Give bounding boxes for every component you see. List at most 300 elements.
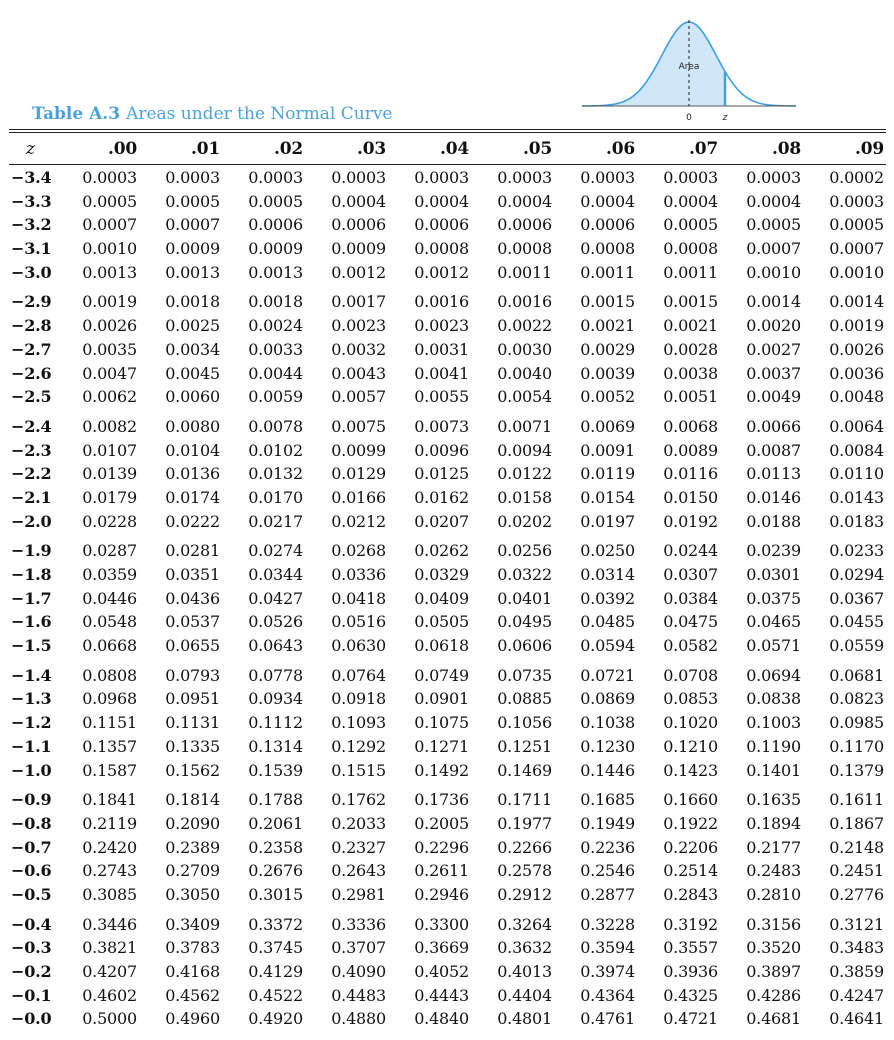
area-value: 0.0951 bbox=[165, 689, 220, 709]
area-value: 0.2843 bbox=[663, 884, 718, 904]
area-value: 0.1190 bbox=[746, 736, 801, 756]
z-value: −1.4 bbox=[11, 665, 52, 685]
z-value: −1.5 bbox=[11, 636, 52, 656]
area-value: 0.0003 bbox=[497, 168, 552, 187]
area-value: 0.0007 bbox=[746, 239, 801, 259]
top-rule-inner bbox=[9, 132, 886, 133]
area-value: 0.0010 bbox=[829, 262, 884, 282]
z-value: −0.5 bbox=[11, 884, 52, 904]
area-value: 0.0008 bbox=[497, 239, 552, 259]
area-value: 0.0154 bbox=[580, 487, 635, 507]
area-value: 0.1230 bbox=[580, 736, 635, 756]
area-value: 0.0006 bbox=[497, 215, 552, 235]
area-value: 0.3085 bbox=[82, 884, 137, 904]
area-value: 0.0003 bbox=[331, 168, 386, 187]
area-value: 0.0655 bbox=[165, 636, 220, 656]
area-value: 0.1788 bbox=[248, 790, 303, 810]
area-value: 0.0020 bbox=[746, 316, 801, 336]
area-value: 0.0016 bbox=[414, 292, 469, 312]
area-value: 0.1587 bbox=[82, 760, 137, 780]
area-value: 0.0014 bbox=[829, 292, 884, 312]
area-value: 0.1020 bbox=[663, 713, 718, 733]
area-value: 0.0418 bbox=[331, 588, 386, 608]
table-row bbox=[0, 190, 894, 214]
area-value: 0.0047 bbox=[82, 363, 137, 383]
area-value: 0.4761 bbox=[580, 1009, 635, 1029]
area-value: 0.2033 bbox=[331, 813, 386, 833]
column-header: .02 bbox=[274, 139, 303, 159]
area-value: 0.3557 bbox=[663, 938, 718, 958]
area-value: 0.0228 bbox=[82, 511, 137, 531]
area-value: 0.1894 bbox=[746, 813, 801, 833]
area-value: 0.0069 bbox=[580, 416, 635, 436]
area-value: 0.3192 bbox=[663, 914, 718, 934]
area-value: 0.0052 bbox=[580, 387, 635, 407]
area-value: 0.0032 bbox=[331, 339, 386, 359]
area-value: 0.0089 bbox=[663, 440, 718, 460]
area-value: 0.0197 bbox=[580, 511, 635, 531]
area-value: 0.4325 bbox=[663, 985, 718, 1005]
area-value: 0.0351 bbox=[165, 565, 220, 584]
area-value: 0.0721 bbox=[580, 665, 635, 685]
area-value: 0.0344 bbox=[248, 565, 303, 584]
area-value: 0.3264 bbox=[497, 914, 552, 934]
area-value: 0.2912 bbox=[497, 884, 552, 904]
area-value: 0.0113 bbox=[746, 464, 801, 484]
area-value: 0.0080 bbox=[165, 416, 220, 436]
area-value: 0.1112 bbox=[248, 713, 303, 733]
table-row bbox=[0, 261, 894, 285]
z-value: −0.3 bbox=[11, 938, 52, 958]
area-value: 0.0217 bbox=[248, 511, 303, 531]
area-value: 0.0367 bbox=[829, 588, 884, 608]
area-value: 0.0485 bbox=[580, 612, 635, 632]
z-value: −3.0 bbox=[11, 262, 52, 282]
area-value: 0.0023 bbox=[331, 316, 386, 336]
area-value: 0.0003 bbox=[580, 168, 635, 187]
area-value: 0.1562 bbox=[165, 760, 220, 780]
area-value: 0.0735 bbox=[497, 665, 552, 685]
area-value: 0.0526 bbox=[248, 612, 303, 632]
area-value: 0.0823 bbox=[829, 689, 884, 709]
area-value: 0.0003 bbox=[829, 191, 884, 211]
area-value: 0.3300 bbox=[414, 914, 469, 934]
area-value: 0.0003 bbox=[414, 168, 469, 187]
area-value: 0.2420 bbox=[82, 837, 137, 857]
caption-text: Areas under the Normal Curve bbox=[126, 104, 393, 124]
area-value: 0.0475 bbox=[663, 612, 718, 632]
z-value: −0.6 bbox=[11, 861, 52, 881]
area-value: 0.3015 bbox=[248, 884, 303, 904]
area-value: 0.2709 bbox=[165, 861, 220, 881]
area-value: 0.3594 bbox=[580, 938, 635, 958]
area-value: 0.0003 bbox=[663, 168, 718, 187]
area-value: 0.1660 bbox=[663, 790, 718, 810]
area-value: 0.0150 bbox=[663, 487, 718, 507]
area-value: 0.0537 bbox=[165, 612, 220, 632]
area-value: 0.1685 bbox=[580, 790, 635, 810]
area-value: 0.4641 bbox=[829, 1009, 884, 1029]
area-value: 0.1867 bbox=[829, 813, 884, 833]
area-value: 0.3783 bbox=[165, 938, 220, 958]
table-row bbox=[0, 314, 894, 338]
area-value: 0.0143 bbox=[829, 487, 884, 507]
area-value: 0.2810 bbox=[746, 884, 801, 904]
area-value: 0.4721 bbox=[663, 1009, 718, 1029]
table-row bbox=[0, 510, 894, 534]
area-value: 0.0274 bbox=[248, 541, 303, 561]
area-value: 0.2676 bbox=[248, 861, 303, 881]
area-value: 0.0054 bbox=[497, 387, 552, 407]
area-value: 0.0068 bbox=[663, 416, 718, 436]
area-value: 0.1131 bbox=[165, 713, 220, 733]
area-value: 0.0015 bbox=[580, 292, 635, 312]
z-value: −1.6 bbox=[11, 612, 52, 632]
table-row bbox=[0, 213, 894, 237]
table-row bbox=[0, 711, 894, 735]
column-header: .09 bbox=[855, 139, 884, 159]
z-value: −0.2 bbox=[11, 962, 52, 981]
area-value: 0.1922 bbox=[663, 813, 718, 833]
area-value: 0.0016 bbox=[497, 292, 552, 312]
area-value: 0.0034 bbox=[165, 339, 220, 359]
column-header: .03 bbox=[357, 139, 386, 159]
area-value: 0.1949 bbox=[580, 813, 635, 833]
area-value: 0.0041 bbox=[414, 363, 469, 383]
area-value: 0.0778 bbox=[248, 665, 303, 685]
area-value: 0.0244 bbox=[663, 541, 718, 561]
area-value: 0.1314 bbox=[248, 736, 303, 756]
area-value: 0.0003 bbox=[82, 168, 137, 187]
area-value: 0.2743 bbox=[82, 861, 137, 881]
area-value: 0.1635 bbox=[746, 790, 801, 810]
area-value: 0.0008 bbox=[663, 239, 718, 259]
area-value: 0.0004 bbox=[580, 191, 635, 211]
area-value: 0.0436 bbox=[165, 588, 220, 608]
area-value: 0.0005 bbox=[82, 191, 137, 211]
area-value: 0.4483 bbox=[331, 985, 386, 1005]
area-value: 0.0668 bbox=[82, 636, 137, 656]
z-value: −2.9 bbox=[11, 292, 52, 312]
area-value: 0.3974 bbox=[580, 962, 635, 981]
area-value: 0.0078 bbox=[248, 416, 303, 436]
area-value: 0.0233 bbox=[829, 541, 884, 561]
z-value: −0.7 bbox=[11, 837, 52, 857]
area-value: 0.3707 bbox=[331, 938, 386, 958]
table-row bbox=[0, 587, 894, 611]
area-value: 0.2389 bbox=[165, 837, 220, 857]
area-value: 0.1423 bbox=[663, 760, 718, 780]
z-value: −2.0 bbox=[11, 511, 52, 531]
area-value: 0.1251 bbox=[497, 736, 552, 756]
table-row bbox=[0, 338, 894, 362]
z-value: −1.7 bbox=[11, 588, 52, 608]
z-value: −2.8 bbox=[11, 316, 52, 336]
area-value: 0.0039 bbox=[580, 363, 635, 383]
area-value: 0.0392 bbox=[580, 588, 635, 608]
table-row bbox=[0, 634, 894, 658]
area-value: 0.0793 bbox=[165, 665, 220, 685]
area-value: 0.0256 bbox=[497, 541, 552, 561]
area-value: 0.4207 bbox=[82, 962, 137, 981]
z-value: −1.2 bbox=[11, 713, 52, 733]
area-value: 0.0012 bbox=[331, 262, 386, 282]
table-row bbox=[0, 687, 894, 711]
area-value: 0.3897 bbox=[746, 962, 801, 981]
area-value: 0.0764 bbox=[331, 665, 386, 685]
area-value: 0.0268 bbox=[331, 541, 386, 561]
area-value: 0.0004 bbox=[746, 191, 801, 211]
area-value: 0.0066 bbox=[746, 416, 801, 436]
area-value: 0.0011 bbox=[580, 262, 635, 282]
area-value: 0.3156 bbox=[746, 914, 801, 934]
area-value: 0.4404 bbox=[497, 985, 552, 1005]
area-value: 0.1539 bbox=[248, 760, 303, 780]
area-value: 0.0048 bbox=[829, 387, 884, 407]
area-value: 0.1841 bbox=[82, 790, 137, 810]
area-value: 0.0455 bbox=[829, 612, 884, 632]
area-value: 0.0040 bbox=[497, 363, 552, 383]
area-value: 0.0606 bbox=[497, 636, 552, 656]
area-value: 0.0019 bbox=[82, 292, 137, 312]
area-value: 0.0618 bbox=[414, 636, 469, 656]
table-row bbox=[0, 415, 894, 439]
table-row bbox=[0, 439, 894, 463]
column-header: .01 bbox=[191, 139, 220, 159]
table-row bbox=[0, 913, 894, 937]
area-value: 0.0007 bbox=[82, 215, 137, 235]
area-value: 0.1056 bbox=[497, 713, 552, 733]
area-value: 0.2946 bbox=[414, 884, 469, 904]
z-value: −1.0 bbox=[11, 760, 52, 780]
area-value: 0.0107 bbox=[82, 440, 137, 460]
area-value: 0.0110 bbox=[829, 464, 884, 484]
table-row bbox=[0, 735, 894, 759]
area-value: 0.1335 bbox=[165, 736, 220, 756]
area-value: 0.0071 bbox=[497, 416, 552, 436]
area-value: 0.0045 bbox=[165, 363, 220, 383]
area-value: 0.0019 bbox=[829, 316, 884, 336]
area-value: 0.0026 bbox=[82, 316, 137, 336]
z-value: −0.0 bbox=[11, 1009, 52, 1029]
table-row bbox=[0, 385, 894, 409]
area-value: 0.0170 bbox=[248, 487, 303, 507]
area-value: 0.0934 bbox=[248, 689, 303, 709]
area-value: 0.0125 bbox=[414, 464, 469, 484]
area-value: 0.0005 bbox=[663, 215, 718, 235]
area-value: 0.3821 bbox=[82, 938, 137, 958]
area-value: 0.0055 bbox=[414, 387, 469, 407]
column-header: .07 bbox=[689, 139, 718, 159]
area-value: 0.0004 bbox=[663, 191, 718, 211]
table-row bbox=[0, 462, 894, 486]
table-row bbox=[0, 859, 894, 883]
table-row bbox=[0, 1007, 894, 1031]
area-value: 0.2266 bbox=[497, 837, 552, 857]
area-value: 0.0132 bbox=[248, 464, 303, 484]
top-rule bbox=[9, 129, 886, 130]
area-value: 0.3632 bbox=[497, 938, 552, 958]
area-value: 0.0005 bbox=[746, 215, 801, 235]
z-value: −2.6 bbox=[11, 363, 52, 383]
table-row bbox=[0, 788, 894, 812]
area-value: 0.4364 bbox=[580, 985, 635, 1005]
area-value: 0.0559 bbox=[829, 636, 884, 656]
header-row bbox=[0, 137, 894, 161]
area-value: 0.4013 bbox=[497, 962, 552, 981]
area-value: 0.0336 bbox=[331, 565, 386, 584]
area-value: 0.0427 bbox=[248, 588, 303, 608]
area-value: 0.0031 bbox=[414, 339, 469, 359]
area-value: 0.2061 bbox=[248, 813, 303, 833]
area-value: 0.0004 bbox=[414, 191, 469, 211]
area-value: 0.0030 bbox=[497, 339, 552, 359]
area-value: 0.0166 bbox=[331, 487, 386, 507]
area-value: 0.0027 bbox=[746, 339, 801, 359]
area-value: 0.0014 bbox=[746, 292, 801, 312]
area-value: 0.0006 bbox=[331, 215, 386, 235]
area-value: 0.0005 bbox=[829, 215, 884, 235]
area-label: Area bbox=[678, 62, 700, 72]
area-value: 0.0401 bbox=[497, 588, 552, 608]
area-value: 0.0007 bbox=[829, 239, 884, 259]
zero-label: 0 bbox=[686, 113, 692, 122]
area-value: 0.0008 bbox=[414, 239, 469, 259]
area-value: 0.0013 bbox=[82, 262, 137, 282]
area-value: 0.0516 bbox=[331, 612, 386, 632]
area-value: 0.0096 bbox=[414, 440, 469, 460]
area-value: 0.1492 bbox=[414, 760, 469, 780]
area-value: 0.0162 bbox=[414, 487, 469, 507]
column-header: .06 bbox=[606, 139, 635, 159]
area-value: 0.0010 bbox=[82, 239, 137, 259]
area-value: 0.0307 bbox=[663, 565, 718, 584]
area-value: 0.4052 bbox=[414, 962, 469, 981]
caption-label: Table A.3 bbox=[32, 104, 121, 124]
area-value: 0.2578 bbox=[497, 861, 552, 881]
z-value: −1.9 bbox=[11, 541, 52, 561]
area-value: 0.2451 bbox=[829, 861, 884, 881]
area-value: 0.0029 bbox=[580, 339, 635, 359]
area-value: 0.0018 bbox=[165, 292, 220, 312]
area-value: 0.0044 bbox=[248, 363, 303, 383]
area-value: 0.2981 bbox=[331, 884, 386, 904]
area-value: 0.4602 bbox=[82, 985, 137, 1005]
area-value: 0.2206 bbox=[663, 837, 718, 857]
area-value: 0.0136 bbox=[165, 464, 220, 484]
area-value: 0.0022 bbox=[497, 316, 552, 336]
area-value: 0.0239 bbox=[746, 541, 801, 561]
area-value: 0.4443 bbox=[414, 985, 469, 1005]
area-value: 0.1611 bbox=[829, 790, 884, 810]
area-value: 0.0051 bbox=[663, 387, 718, 407]
table-caption bbox=[32, 104, 392, 124]
area-value: 0.2546 bbox=[580, 861, 635, 881]
area-value: 0.0630 bbox=[331, 636, 386, 656]
area-value: 0.0384 bbox=[663, 588, 718, 608]
area-value: 0.1446 bbox=[580, 760, 635, 780]
area-value: 0.0838 bbox=[746, 689, 801, 709]
z-label: z bbox=[722, 113, 728, 122]
area-value: 0.0329 bbox=[414, 565, 469, 584]
normal-curve-figure bbox=[578, 14, 800, 122]
area-value: 0.0087 bbox=[746, 440, 801, 460]
area-value: 0.0643 bbox=[248, 636, 303, 656]
area-value: 0.0006 bbox=[414, 215, 469, 235]
area-value: 0.0038 bbox=[663, 363, 718, 383]
area-value: 0.0094 bbox=[497, 440, 552, 460]
area-value: 0.3228 bbox=[580, 914, 635, 934]
area-value: 0.0033 bbox=[248, 339, 303, 359]
area-value: 0.0003 bbox=[248, 168, 303, 187]
area-value: 0.0505 bbox=[414, 612, 469, 632]
area-value: 0.1271 bbox=[414, 736, 469, 756]
area-value: 0.0049 bbox=[746, 387, 801, 407]
z-value: −0.1 bbox=[11, 985, 52, 1005]
area-value: 0.3336 bbox=[331, 914, 386, 934]
area-value: 0.0009 bbox=[165, 239, 220, 259]
table-row bbox=[0, 883, 894, 907]
area-value: 0.0250 bbox=[580, 541, 635, 561]
area-value: 0.4129 bbox=[248, 962, 303, 981]
area-value: 0.2358 bbox=[248, 837, 303, 857]
area-value: 0.3936 bbox=[663, 962, 718, 981]
area-value: 0.0036 bbox=[829, 363, 884, 383]
area-value: 0.3372 bbox=[248, 914, 303, 934]
area-value: 0.3483 bbox=[829, 938, 884, 958]
area-value: 0.0009 bbox=[248, 239, 303, 259]
area-value: 0.0122 bbox=[497, 464, 552, 484]
z-value: −1.1 bbox=[11, 736, 52, 756]
normal-table bbox=[0, 137, 894, 1031]
area-value: 0.0004 bbox=[331, 191, 386, 211]
column-header: .08 bbox=[772, 139, 801, 159]
area-value: 0.2643 bbox=[331, 861, 386, 881]
area-value: 0.0548 bbox=[82, 612, 137, 632]
area-value: 0.0023 bbox=[414, 316, 469, 336]
area-value: 0.0885 bbox=[497, 689, 552, 709]
area-value: 0.0192 bbox=[663, 511, 718, 531]
area-value: 0.0749 bbox=[414, 665, 469, 685]
area-value: 0.0003 bbox=[165, 168, 220, 187]
area-value: 0.0008 bbox=[580, 239, 635, 259]
area-value: 0.0287 bbox=[82, 541, 137, 561]
area-value: 0.0202 bbox=[497, 511, 552, 531]
area-value: 0.3859 bbox=[829, 962, 884, 981]
area-value: 0.0183 bbox=[829, 511, 884, 531]
area-value: 0.4920 bbox=[248, 1009, 303, 1029]
area-value: 0.0139 bbox=[82, 464, 137, 484]
table-row bbox=[0, 759, 894, 783]
area-value: 0.0571 bbox=[746, 636, 801, 656]
table-row bbox=[0, 984, 894, 1008]
area-value: 0.0091 bbox=[580, 440, 635, 460]
area-value: 0.0104 bbox=[165, 440, 220, 460]
area-value: 0.0853 bbox=[663, 689, 718, 709]
area-value: 0.2005 bbox=[414, 813, 469, 833]
area-value: 0.0968 bbox=[82, 689, 137, 709]
area-value: 0.0084 bbox=[829, 440, 884, 460]
area-value: 0.0064 bbox=[829, 416, 884, 436]
area-value: 0.0062 bbox=[82, 387, 137, 407]
area-value: 0.0212 bbox=[331, 511, 386, 531]
area-value: 0.0869 bbox=[580, 689, 635, 709]
area-value: 0.0694 bbox=[746, 665, 801, 685]
area-value: 0.0028 bbox=[663, 339, 718, 359]
z-value: −2.5 bbox=[11, 387, 52, 407]
area-value: 0.4090 bbox=[331, 962, 386, 981]
z-value: −3.3 bbox=[11, 191, 52, 211]
